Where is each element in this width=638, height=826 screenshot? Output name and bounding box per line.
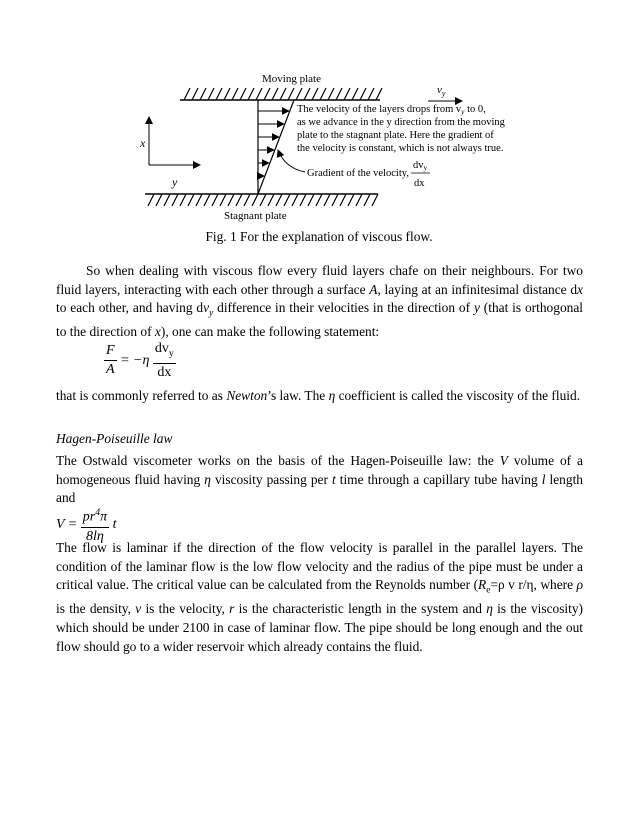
moving-plate-label: Moving plate bbox=[262, 73, 321, 85]
axis-y-label: y bbox=[172, 175, 178, 189]
hatch-mark bbox=[328, 88, 334, 100]
hatch-mark bbox=[172, 194, 178, 206]
hatch-mark bbox=[296, 88, 302, 100]
hatch-mark bbox=[164, 194, 170, 206]
hatch-mark bbox=[256, 88, 262, 100]
hatch-mark bbox=[368, 88, 374, 100]
hatch-mark bbox=[340, 194, 346, 206]
hatch-mark bbox=[292, 194, 298, 206]
hatch-mark bbox=[276, 194, 282, 206]
hatch-mark bbox=[348, 194, 354, 206]
paragraph-laminar-flow: The flow is laminar if the direction of the flow velocity is parallel in the parallel layers. The condition of the laminar flow is the low flow velocity and the radius of the pipe must be under a critical value. The critical value can be calculated from the Reynolds number ($R_e=\rho$ v r/η, where ρ is the density, v is the velocity, r is the characteristic length in the system and η is the viscosity) which should be under 2100 in case of laminar flow. The pipe should be long enough and the out flow should go to a wider reservoir which already contains the fluid. bbox=[56, 540, 584, 654]
note-line-2: as we advance in the y direction from the moving bbox=[297, 117, 505, 128]
hatch-mark bbox=[180, 194, 186, 206]
hatch-mark bbox=[220, 194, 226, 206]
hatch-mark bbox=[148, 194, 154, 206]
hatch-mark bbox=[268, 194, 274, 206]
hatch-mark bbox=[196, 194, 202, 206]
force-area-fraction: $\frac{F}{A}$ bbox=[106, 343, 115, 378]
hatch-mark bbox=[372, 194, 378, 206]
hatch-mark bbox=[316, 194, 322, 206]
stagnant-plate-hatching bbox=[148, 194, 378, 206]
stagnant-plate-label: Stagnant plate bbox=[224, 210, 287, 222]
hatch-mark bbox=[360, 88, 366, 100]
paragraph-hagen-poiseuille: The Ostwald viscometer works on the basis of the Hagen-Poiseuille law: the V volume of a homogeneous fluid having η viscosity passing per t time through a capillary tube having l length and bbox=[56, 453, 583, 506]
hatch-mark bbox=[200, 88, 206, 100]
hatch-mark bbox=[204, 194, 210, 206]
volume-lhs: V = bbox=[56, 516, 78, 532]
hatch-mark bbox=[184, 88, 190, 100]
hatch-mark bbox=[300, 194, 306, 206]
velocity-profile-line bbox=[258, 100, 294, 194]
note-line-1: The velocity of the layers drops from vy to 0, bbox=[297, 104, 486, 116]
hatch-mark bbox=[336, 88, 342, 100]
hagen-poiseuille-fraction: $\frac{pr^4\pi}{8l\eta}$ bbox=[82, 507, 108, 544]
hatch-mark bbox=[232, 88, 238, 100]
hatch-mark bbox=[248, 88, 254, 100]
gradient-numerator: dvy bbox=[413, 160, 428, 172]
hatch-mark bbox=[260, 194, 266, 206]
hatch-mark bbox=[272, 88, 278, 100]
gradient-label: Gradient of the velocity, bbox=[307, 168, 409, 179]
hatch-mark bbox=[304, 88, 310, 100]
hatch-mark bbox=[284, 194, 290, 206]
hatch-mark bbox=[308, 194, 314, 206]
hatch-mark bbox=[288, 88, 294, 100]
hatch-mark bbox=[332, 194, 338, 206]
hatch-mark bbox=[224, 88, 230, 100]
hatch-mark bbox=[216, 88, 222, 100]
figure-caption: Fig. 1 For the explanation of viscous flow. bbox=[205, 229, 433, 244]
hatch-mark bbox=[228, 194, 234, 206]
hatch-mark bbox=[352, 88, 358, 100]
axis-x-label: x bbox=[140, 136, 146, 150]
hatch-mark bbox=[236, 194, 242, 206]
newton-law-equation bbox=[104, 341, 176, 381]
hatch-mark bbox=[344, 88, 350, 100]
gradient-denominator: dx bbox=[414, 178, 425, 189]
note-line-3: plate to the stagnant plate. Here the gradient of bbox=[297, 130, 494, 141]
plate-velocity-label: $v_y$ bbox=[437, 84, 446, 98]
hatch-mark bbox=[320, 88, 326, 100]
hatch-mark bbox=[208, 88, 214, 100]
hatch-mark bbox=[252, 194, 258, 206]
hatch-mark bbox=[264, 88, 270, 100]
hatch-mark bbox=[212, 194, 218, 206]
hatch-mark bbox=[244, 194, 250, 206]
hatch-mark bbox=[312, 88, 318, 100]
hatch-mark bbox=[240, 88, 246, 100]
time-factor: t bbox=[112, 516, 117, 532]
velocity-arrows bbox=[258, 111, 289, 176]
hatch-mark bbox=[376, 88, 382, 100]
hatch-mark bbox=[156, 194, 162, 206]
moving-plate-hatching bbox=[184, 88, 382, 100]
paragraph-newton-law: that is commonly referred to as Newton’s law. The η coefficient is called the viscosity of the fluid. bbox=[56, 388, 581, 403]
paragraph-viscous-flow: So when dealing with viscous flow every fluid layers chafe on their neighbours. For two fluid layers, interacting with each other through a surface A, laying at an infinitesimal distance dx to each other, and having $dv_y$ difference in their velocities in the direction of y (that is orthogonal to the direction of x), one can make the following statement: bbox=[56, 263, 583, 340]
equals-minus-eta: = −η bbox=[120, 352, 150, 368]
hatch-mark bbox=[192, 88, 198, 100]
hatch-mark bbox=[356, 194, 362, 206]
hatch-mark bbox=[188, 194, 194, 206]
section-heading: Hagen-Poiseuille law bbox=[56, 431, 173, 446]
viscous-flow-figure bbox=[0, 0, 638, 225]
velocity-gradient-fraction: $\frac{dv_y}{dx}$ bbox=[154, 341, 174, 380]
hatch-mark bbox=[364, 194, 370, 206]
hatch-mark bbox=[324, 194, 330, 206]
note-line-4: the velocity is constant, which is not always true. bbox=[297, 143, 504, 154]
velocity-note bbox=[297, 104, 506, 154]
hatch-mark bbox=[280, 88, 286, 100]
